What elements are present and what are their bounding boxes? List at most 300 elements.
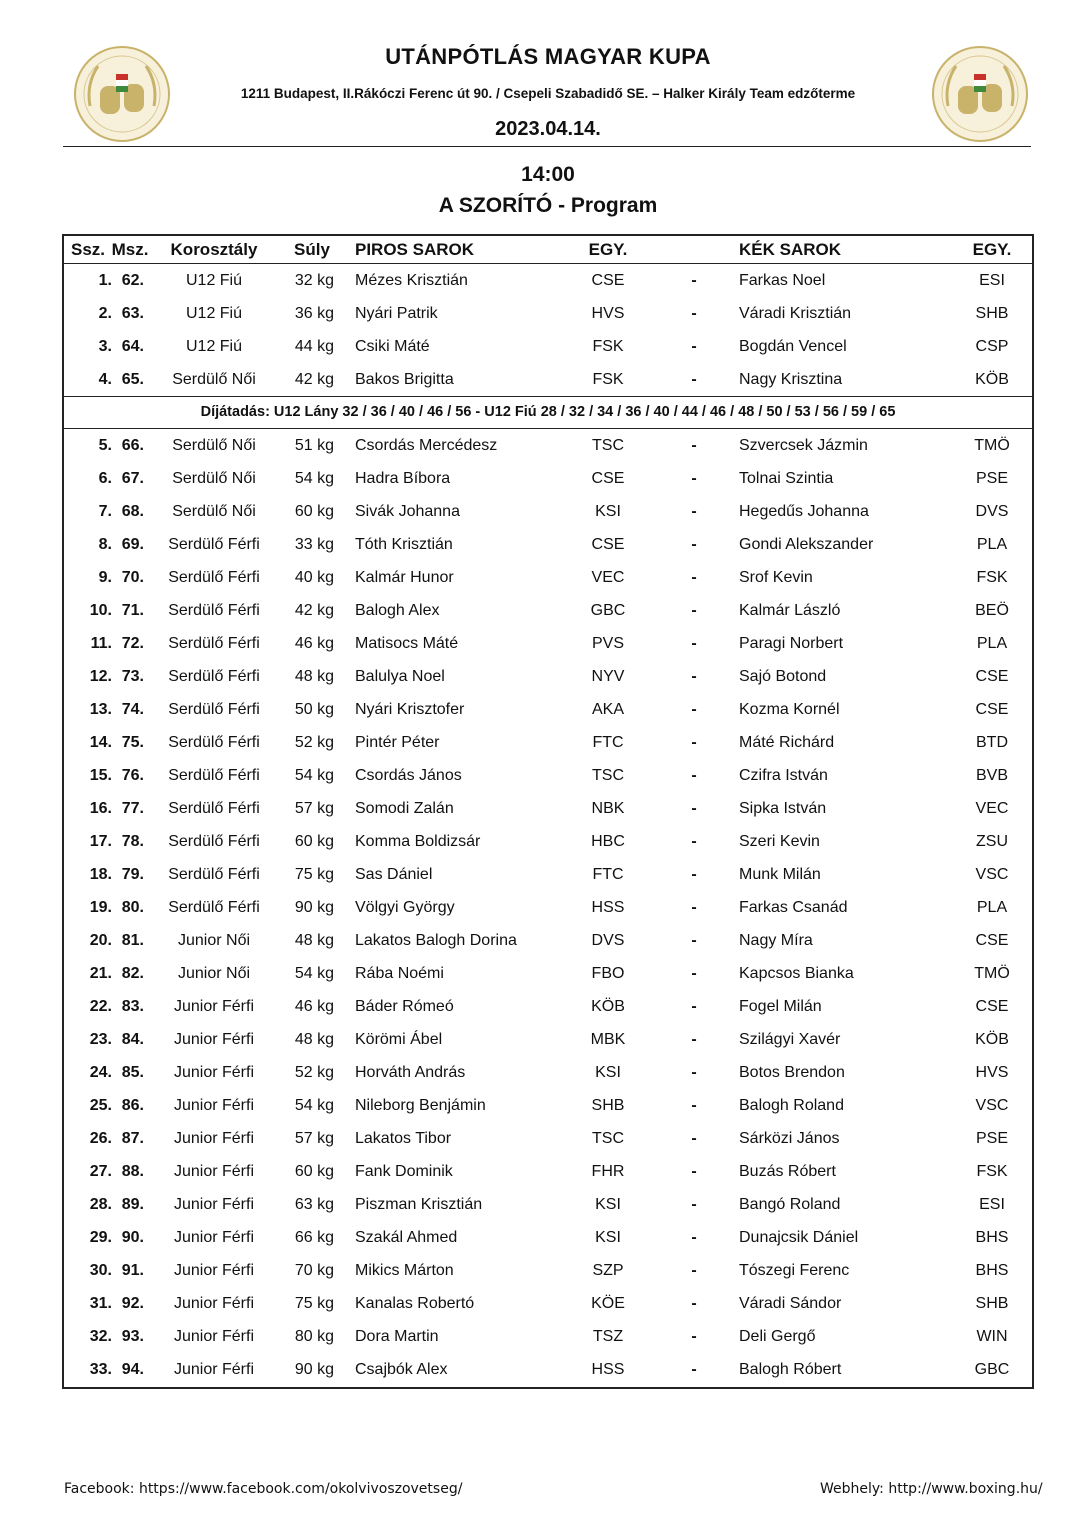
- red-corner-boxer: Kanalas Robertó: [355, 1295, 475, 1312]
- bout-number: 27.: [89, 1163, 112, 1180]
- red-corner-club: KSI: [595, 1196, 621, 1213]
- bout-number: 21.: [89, 965, 112, 982]
- blue-corner-boxer: Dunajcsik Dániel: [739, 1229, 859, 1246]
- bout-number: 2.: [98, 305, 112, 322]
- vs-separator: -: [691, 998, 697, 1015]
- red-corner-club: KÖB: [591, 998, 625, 1015]
- vs-separator: -: [691, 1328, 697, 1345]
- blue-corner-club: TMÖ: [974, 965, 1010, 982]
- session-time: 14:00: [521, 163, 575, 186]
- red-corner-boxer: Nyári Patrik: [355, 305, 438, 322]
- red-corner-boxer: Sas Dániel: [355, 866, 433, 883]
- blue-corner-club: SHB: [975, 305, 1009, 322]
- bout-number: 24.: [89, 1064, 112, 1081]
- match-number: 74.: [121, 701, 144, 718]
- table-row: [64, 627, 1032, 660]
- col-korosztaly: Korosztály: [170, 240, 258, 259]
- col-suly: Súly: [294, 240, 330, 259]
- red-corner-club: VEC: [591, 569, 625, 586]
- blue-corner-boxer: Máté Richárd: [739, 734, 835, 751]
- red-corner-boxer: Csordás Mercédesz: [355, 437, 498, 454]
- bout-number: 4.: [98, 371, 112, 388]
- bout-number: 19.: [89, 899, 112, 916]
- bout-number: 18.: [89, 866, 112, 883]
- match-number: 71.: [121, 602, 144, 619]
- weight-class: 60 kg: [294, 1163, 334, 1180]
- red-corner-club: TSZ: [592, 1328, 624, 1345]
- weight-class: 50 kg: [294, 701, 334, 718]
- match-number: 68.: [121, 503, 144, 520]
- website-link[interactable]: Webhely: http://www.boxing.hu/: [820, 1481, 1043, 1497]
- red-corner-club: NBK: [591, 800, 625, 817]
- red-corner-boxer: Hadra Bíbora: [355, 470, 451, 487]
- blue-corner-boxer: Sárközi János: [739, 1130, 840, 1147]
- red-corner-boxer: Lakatos Balogh Dorina: [355, 932, 517, 949]
- blue-corner-boxer: Balogh Roland: [739, 1097, 844, 1114]
- match-number: 78.: [121, 833, 144, 850]
- table-row: [64, 429, 1032, 462]
- age-category: Serdülő Férfi: [168, 734, 260, 751]
- blue-corner-club: HVS: [975, 1064, 1009, 1081]
- age-category: Junior Férfi: [173, 1163, 255, 1180]
- vs-separator: -: [691, 1295, 697, 1312]
- match-number: 80.: [121, 899, 144, 916]
- red-corner-club: HSS: [591, 899, 625, 916]
- blue-corner-club: PLA: [976, 899, 1008, 916]
- red-corner-club: PVS: [591, 635, 624, 652]
- blue-corner-boxer: Farkas Noel: [739, 272, 826, 289]
- red-corner-club: KSI: [595, 1064, 621, 1081]
- red-corner-boxer: Lakatos Tibor: [355, 1130, 452, 1147]
- age-category: Junior Férfi: [173, 1031, 255, 1048]
- red-corner-boxer: Balogh Alex: [355, 602, 440, 619]
- vs-separator: -: [691, 1130, 697, 1147]
- red-corner-club: KÖE: [591, 1295, 625, 1312]
- red-corner-club: AKA: [591, 701, 624, 718]
- age-category: Junior Férfi: [173, 998, 255, 1015]
- bout-number: 25.: [89, 1097, 112, 1114]
- weight-class: 52 kg: [294, 734, 334, 751]
- blue-corner-club: VSC: [975, 866, 1009, 883]
- table-row: [64, 1089, 1032, 1122]
- page-title: UTÁNPÓTLÁS MAGYAR KUPA: [385, 44, 711, 69]
- table-row: [64, 1353, 1032, 1386]
- table-row: [64, 1221, 1032, 1254]
- bout-number: 14.: [89, 734, 112, 751]
- blue-corner-club: KÖB: [975, 1031, 1009, 1048]
- age-category: U12 Fiú: [185, 305, 243, 322]
- blue-corner-boxer: Deli Gergő: [739, 1328, 816, 1345]
- red-corner-boxer: Pintér Péter: [355, 734, 440, 751]
- bout-number: 10.: [89, 602, 112, 619]
- red-corner-boxer: Báder Rómeó: [355, 998, 454, 1015]
- age-category: Serdülő Férfi: [168, 668, 260, 685]
- bout-number: 17.: [89, 833, 112, 850]
- table-row: [64, 1155, 1032, 1188]
- table-row: [64, 759, 1032, 792]
- blue-corner-club: BVB: [975, 767, 1008, 784]
- red-corner-club: KSI: [595, 503, 621, 520]
- age-category: Serdülő Férfi: [168, 767, 260, 784]
- blue-corner-boxer: Czifra István: [739, 767, 828, 784]
- red-corner-club: SZP: [592, 1262, 624, 1279]
- red-corner-boxer: Horváth András: [355, 1064, 466, 1081]
- red-corner-boxer: Nileborg Benjámin: [355, 1097, 486, 1114]
- vs-separator: -: [691, 1064, 697, 1081]
- match-number: 93.: [121, 1328, 144, 1345]
- vs-separator: -: [691, 1196, 697, 1213]
- blue-corner-club: SHB: [975, 1295, 1009, 1312]
- bout-number: 11.: [90, 635, 112, 652]
- weight-class: 80 kg: [294, 1328, 334, 1345]
- weight-class: 54 kg: [294, 965, 334, 982]
- table-row: [64, 1254, 1032, 1287]
- vs-separator: -: [691, 932, 697, 949]
- blue-corner-boxer: Hegedűs Johanna: [739, 503, 869, 520]
- bout-number: 33.: [89, 1361, 112, 1378]
- weight-class: 33 kg: [294, 536, 334, 553]
- red-corner-club: FTC: [592, 866, 624, 883]
- vs-separator: -: [691, 602, 697, 619]
- bout-number: 9.: [98, 569, 112, 586]
- blue-corner-boxer: Kalmár László: [739, 602, 841, 619]
- bout-number: 16.: [89, 800, 112, 817]
- bout-number: 20.: [89, 932, 112, 949]
- match-number: 76.: [121, 767, 144, 784]
- age-category: Junior Női: [177, 932, 251, 949]
- table-row: [64, 693, 1032, 726]
- age-category: Serdülő Férfi: [168, 536, 260, 553]
- age-category: Serdülő Férfi: [168, 800, 260, 817]
- red-corner-boxer: Völgyi György: [355, 899, 455, 916]
- blue-corner-boxer: Fogel Milán: [739, 998, 822, 1015]
- weight-class: 57 kg: [294, 800, 334, 817]
- red-corner-club: FBO: [591, 965, 625, 982]
- table-row: [64, 1023, 1032, 1056]
- blue-corner-boxer: Szvercsek Jázmin: [739, 437, 868, 454]
- vs-separator: -: [691, 1163, 697, 1180]
- red-corner-boxer: Csajbók Alex: [355, 1361, 448, 1378]
- blue-corner-club: BEÖ: [975, 602, 1009, 619]
- red-corner-club: HSS: [591, 1361, 625, 1378]
- red-corner-boxer: Nyári Krisztofer: [355, 701, 465, 718]
- bout-number: 31.: [89, 1295, 112, 1312]
- match-number: 86.: [121, 1097, 144, 1114]
- event-date: 2023.04.14.: [495, 118, 601, 140]
- red-corner-club: FHR: [591, 1163, 625, 1180]
- red-corner-boxer: Bakos Brigitta: [355, 371, 454, 388]
- bout-number: 23.: [89, 1031, 112, 1048]
- red-corner-club: TSC: [592, 1130, 624, 1147]
- vs-separator: -: [691, 272, 697, 289]
- blue-corner-club: DVS: [975, 503, 1009, 520]
- red-corner-boxer: Dora Martin: [355, 1328, 439, 1345]
- match-number: 92.: [121, 1295, 144, 1312]
- vs-separator: -: [691, 1031, 697, 1048]
- blue-corner-boxer: Váradi Krisztián: [739, 305, 852, 322]
- red-corner-club: CSE: [591, 536, 625, 553]
- vs-separator: -: [691, 767, 697, 784]
- weight-class: 48 kg: [294, 668, 334, 685]
- match-number: 72.: [121, 635, 144, 652]
- match-number: 87.: [121, 1130, 144, 1147]
- weight-class: 90 kg: [294, 1361, 334, 1378]
- match-number: 90.: [121, 1229, 144, 1246]
- red-corner-club: HVS: [591, 305, 625, 322]
- table-row: [64, 594, 1032, 627]
- age-category: Junior Női: [177, 965, 251, 982]
- vs-separator: -: [691, 899, 697, 916]
- blue-corner-boxer: Kapcsos Bianka: [739, 965, 854, 982]
- blue-corner-boxer: Szilágyi Xavér: [739, 1031, 841, 1048]
- red-corner-boxer: Sivák Johanna: [355, 503, 460, 520]
- blue-corner-club: VEC: [975, 800, 1009, 817]
- red-corner-boxer: Tóth Krisztián: [355, 536, 453, 553]
- red-corner-club: HBC: [591, 833, 625, 850]
- bout-number: 8.: [98, 536, 112, 553]
- age-category: Junior Férfi: [173, 1262, 255, 1279]
- venue-address: 1211 Budapest, II.Rákóczi Ferenc út 90. / Csepeli Szabadidő SE. – Halker Király Team edzőterme: [240, 86, 856, 101]
- vs-separator: -: [691, 1229, 697, 1246]
- weight-class: 54 kg: [294, 1097, 334, 1114]
- vs-separator: -: [691, 701, 697, 718]
- blue-corner-club: CSE: [975, 998, 1009, 1015]
- match-number: 81.: [121, 932, 144, 949]
- age-category: Serdülő Férfi: [168, 866, 260, 883]
- match-number: 70.: [121, 569, 144, 586]
- blue-corner-club: KÖB: [975, 371, 1009, 388]
- age-category: Junior Férfi: [173, 1064, 255, 1081]
- blue-corner-boxer: Váradi Sándor: [739, 1295, 842, 1312]
- col-msz: Msz.: [111, 240, 149, 259]
- blue-corner-club: CSP: [975, 338, 1009, 355]
- red-corner-boxer: Rába Noémi: [355, 965, 444, 982]
- table-row: [64, 726, 1032, 759]
- blue-corner-club: TMÖ: [974, 437, 1010, 454]
- bout-number: 3.: [98, 338, 112, 355]
- bout-number: 26.: [89, 1130, 112, 1147]
- weight-class: 48 kg: [294, 1031, 334, 1048]
- col-piros-sarok: PIROS SAROK: [355, 240, 475, 259]
- table-row: [64, 1122, 1032, 1155]
- red-corner-club: GBC: [590, 602, 626, 619]
- blue-corner-club: ESI: [979, 1196, 1005, 1213]
- match-number: 66.: [121, 437, 144, 454]
- vs-separator: -: [691, 437, 697, 454]
- blue-corner-club: ZSU: [976, 833, 1008, 850]
- age-category: Junior Férfi: [173, 1196, 255, 1213]
- vs-separator: -: [691, 338, 697, 355]
- weight-class: 52 kg: [294, 1064, 334, 1081]
- weight-class: 44 kg: [294, 338, 334, 355]
- table-row: [64, 1287, 1032, 1320]
- vs-separator: -: [691, 668, 697, 685]
- col-ssz: Ssz.: [70, 240, 106, 259]
- match-number: 67.: [121, 470, 144, 487]
- age-category: Serdülő Férfi: [168, 569, 260, 586]
- blue-corner-boxer: Srof Kevin: [739, 569, 813, 586]
- award-ceremony-row: Díjátadás: U12 Lány 32 / 36 / 40 / 46 / 56 - U12 Fiú 28 / 32 / 34 / 36 / 40 / 44 / 46 / 48 / 50 / 53 / 56 / 59 / 65: [64, 396, 1032, 429]
- weight-class: 57 kg: [294, 1130, 334, 1147]
- weight-class: 46 kg: [294, 635, 334, 652]
- red-corner-club: MBK: [590, 1031, 626, 1048]
- vs-separator: -: [691, 569, 697, 586]
- weight-class: 63 kg: [294, 1196, 334, 1213]
- weight-class: 42 kg: [294, 602, 334, 619]
- weight-class: 32 kg: [294, 272, 334, 289]
- vs-separator: -: [691, 1262, 697, 1279]
- blue-corner-club: WIN: [976, 1328, 1008, 1345]
- red-corner-club: CSE: [591, 272, 625, 289]
- blue-corner-club: CSE: [975, 668, 1009, 685]
- header-divider: [63, 146, 1031, 147]
- weight-class: 60 kg: [294, 503, 334, 520]
- age-category: Serdülő Férfi: [168, 635, 260, 652]
- weight-class: 70 kg: [294, 1262, 334, 1279]
- vs-separator: -: [691, 965, 697, 982]
- blue-corner-club: GBC: [974, 1361, 1010, 1378]
- blue-corner-boxer: Tolnai Szintia: [739, 470, 834, 487]
- vs-separator: -: [691, 1361, 697, 1378]
- red-corner-boxer: Balulya Noel: [355, 668, 445, 685]
- age-category: Serdülő Női: [172, 470, 256, 487]
- match-number: 62.: [121, 272, 144, 289]
- red-corner-club: SHB: [591, 1097, 625, 1114]
- red-corner-club: KSI: [595, 1229, 621, 1246]
- red-corner-boxer: Szakál Ahmed: [355, 1229, 458, 1246]
- vs-separator: -: [691, 371, 697, 388]
- blue-corner-boxer: Kozma Kornél: [739, 701, 840, 718]
- vs-separator: -: [691, 833, 697, 850]
- weight-class: 75 kg: [294, 1295, 334, 1312]
- weight-class: 51 kg: [294, 437, 334, 454]
- match-number: 65.: [121, 371, 144, 388]
- age-category: Serdülő Női: [172, 503, 256, 520]
- match-number: 77.: [121, 800, 144, 817]
- age-category: Junior Férfi: [173, 1295, 255, 1312]
- blue-corner-boxer: Nagy Míra: [739, 932, 813, 949]
- vs-separator: -: [691, 734, 697, 751]
- blue-corner-boxer: Sipka István: [739, 800, 827, 817]
- age-category: Serdülő Férfi: [168, 701, 260, 718]
- blue-corner-club: BHS: [975, 1229, 1009, 1246]
- weight-class: 48 kg: [294, 932, 334, 949]
- bout-number: 15.: [89, 767, 112, 784]
- blue-corner-club: CSE: [975, 701, 1009, 718]
- red-corner-boxer: Matisocs Máté: [355, 635, 459, 652]
- bout-number: 5.: [98, 437, 112, 454]
- weight-class: 40 kg: [294, 569, 334, 586]
- red-corner-club: FTC: [592, 734, 624, 751]
- age-category: Serdülő Férfi: [168, 602, 260, 619]
- weight-class: 75 kg: [294, 866, 334, 883]
- vs-separator: -: [691, 503, 697, 520]
- vs-separator: -: [691, 470, 697, 487]
- col-egy-blue: EGY.: [972, 240, 1012, 259]
- table-row: [64, 825, 1032, 858]
- age-category: Junior Férfi: [173, 1229, 255, 1246]
- blue-corner-boxer: Munk Milán: [739, 866, 821, 883]
- table-row: [64, 462, 1032, 495]
- table-header: [64, 236, 1032, 264]
- blue-corner-boxer: Tószegi Ferenc: [739, 1262, 850, 1279]
- blue-corner-boxer: Paragi Norbert: [739, 635, 844, 652]
- bout-number: 7.: [98, 503, 112, 520]
- bout-number: 32.: [89, 1328, 112, 1345]
- red-corner-boxer: Csiki Máté: [355, 338, 430, 355]
- blue-corner-club: BTD: [976, 734, 1008, 751]
- weight-class: 54 kg: [294, 767, 334, 784]
- blue-corner-boxer: Gondi Alekszander: [739, 536, 874, 553]
- table-row: [64, 792, 1032, 825]
- age-category: U12 Fiú: [185, 272, 243, 289]
- table-row: [64, 561, 1032, 594]
- blue-corner-club: FSK: [976, 1163, 1008, 1180]
- weight-class: 42 kg: [294, 371, 334, 388]
- red-corner-boxer: Kalmár Hunor: [355, 569, 454, 586]
- age-category: Junior Férfi: [173, 1361, 255, 1378]
- age-category: Junior Férfi: [173, 1130, 255, 1147]
- weight-class: 66 kg: [294, 1229, 334, 1246]
- blue-corner-boxer: Buzás Róbert: [739, 1163, 836, 1180]
- table-row: [64, 924, 1032, 957]
- red-corner-club: NYV: [591, 668, 625, 685]
- age-category: Junior Férfi: [173, 1328, 255, 1345]
- blue-corner-boxer: Bogdán Vencel: [739, 338, 847, 355]
- age-category: Junior Férfi: [173, 1097, 255, 1114]
- program-subtitle: A SZORÍTÓ - Program: [438, 194, 658, 217]
- bout-rows-group-b: [64, 429, 1032, 1386]
- match-number: 88.: [121, 1163, 144, 1180]
- red-corner-boxer: Mikics Márton: [355, 1262, 454, 1279]
- age-category: Serdülő Férfi: [168, 833, 260, 850]
- blue-corner-club: PLA: [976, 536, 1008, 553]
- vs-separator: -: [691, 1097, 697, 1114]
- bout-number: 12.: [89, 668, 112, 685]
- blue-corner-club: BHS: [975, 1262, 1009, 1279]
- match-number: 91.: [121, 1262, 144, 1279]
- blue-corner-club: VSC: [975, 1097, 1009, 1114]
- match-number: 73.: [121, 668, 144, 685]
- facebook-link[interactable]: Facebook: https://www.facebook.com/okolvivoszovetseg/: [64, 1481, 463, 1497]
- col-kek-sarok: KÉK SAROK: [739, 240, 842, 259]
- match-number: 85.: [121, 1064, 144, 1081]
- age-category: Serdülő Női: [172, 371, 256, 388]
- table-row: [64, 891, 1032, 924]
- match-number: 84.: [121, 1031, 144, 1048]
- weight-class: 60 kg: [294, 833, 334, 850]
- table-row: [64, 1056, 1032, 1089]
- match-number: 79.: [121, 866, 144, 883]
- red-corner-boxer: Mézes Krisztián: [355, 272, 468, 289]
- weight-class: 90 kg: [294, 899, 334, 916]
- bout-table: [62, 234, 1034, 1389]
- age-category: Serdülő Női: [172, 437, 256, 454]
- red-corner-club: DVS: [591, 932, 625, 949]
- table-row: [64, 858, 1032, 891]
- red-corner-boxer: Piszman Krisztián: [355, 1196, 483, 1213]
- red-corner-club: TSC: [592, 767, 624, 784]
- blue-corner-boxer: Botos Brendon: [739, 1064, 845, 1081]
- table-row: [64, 957, 1032, 990]
- bout-number: 29.: [89, 1229, 112, 1246]
- red-corner-club: TSC: [592, 437, 624, 454]
- blue-corner-club: PSE: [975, 470, 1008, 487]
- match-number: 64.: [121, 338, 144, 355]
- table-row: [64, 660, 1032, 693]
- bout-number: 28.: [89, 1196, 112, 1213]
- table-row: [64, 264, 1032, 297]
